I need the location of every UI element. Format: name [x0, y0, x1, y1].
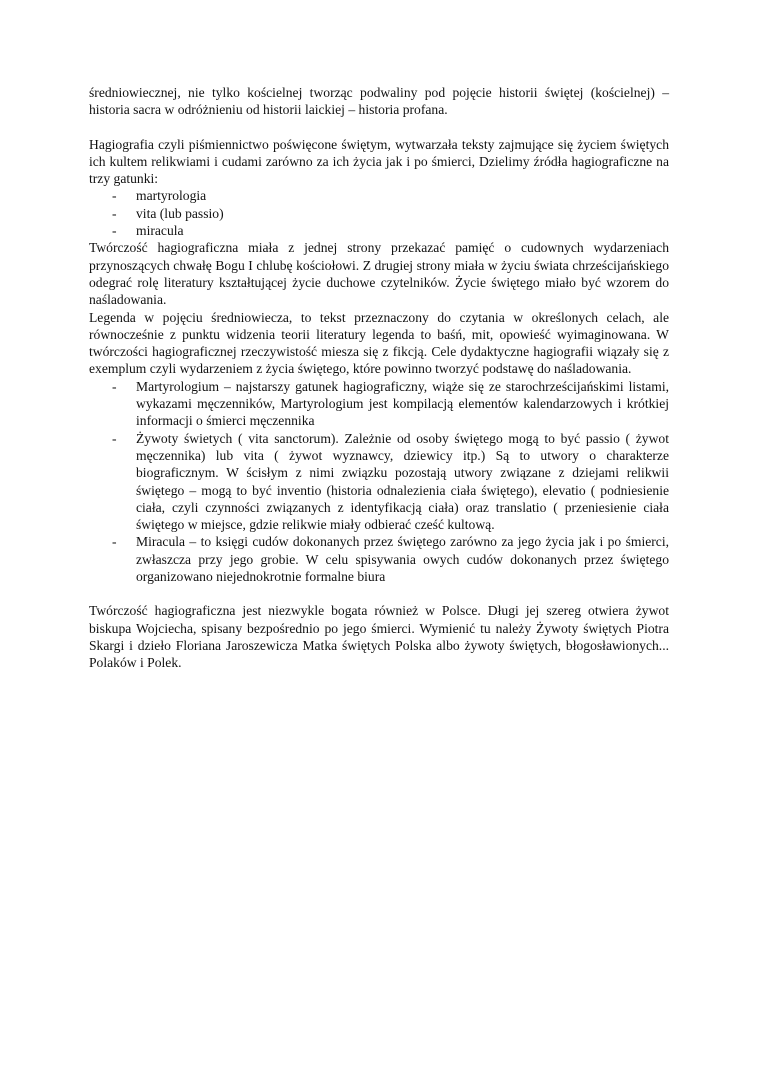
genre-list: [89, 187, 669, 239]
definition-text: Żywoty świetych ( vita sanctorum). Zależnie od osoby świętego mogą to być passio ( żywot męczennika) lub vita ( żywot wyznawcy, dziewicy itp.) Są to utwory o charakterze biograficznym. W ścisłym z nimi związku pozostają utwory związane z dziejami relikwii świętego – mogą to być inventio (historia odnalezienia ciała świętego), elevatio ( podniesienie ciała, czyli czynności związanych z identyfikacją ciała) oraz translatio ( przeniesienie ciała świętego w miejsce, gdzie relikwie miały odbierać cześć kultową.: [136, 430, 669, 533]
list-dash: -: [112, 534, 117, 550]
definition-item-miracula: [89, 533, 669, 585]
list-dash: -: [112, 378, 117, 394]
legend-paragraph: Legenda w pojęciu średniowiecza, to tekst przeznaczony do czytania w określonych celach, ale równocześnie z punktu widzenia teorii literatury legenda to baśń, mit, opowieść wyimaginowana. W twórczości hagiograficznej rzeczywistość miesza się z fikcją. Cele dydaktyczne hagiografii wiązały się z exemplum czyli wydarzeniem z życia świętego, które powinno tworzyć podstawę do naśladowania.: [89, 309, 669, 377]
definition-text: Martyrologium – najstarszy gatunek hagiograficzny, wiąże się ze starochrześcijańskimi listami, wykazami męczenników, Martyrologium jest kompilacją elementów kalendarzowych i krótkiej informacji o śmierci męczennika: [136, 378, 669, 429]
hagiography-definition-paragraph: Hagiografia czyli piśmiennictwo poświęcone świętym, wytwarzała teksty zajmujące się życiem świętych ich kultem relikwiami i cudami zarówno za ich życia jak i po śmierci, Dzielimy źródła hagiograficzne na trzy gatunki:: [89, 136, 669, 187]
genre-item-miracula: [89, 222, 669, 239]
paragraph-gap: [89, 119, 669, 136]
paragraph-gap: [89, 585, 669, 602]
intro-paragraph: średniowiecznej, nie tylko kościelnej tworząc podwaliny pod pojęcie historii świętej (kościelnej) – historia sacra w odróżnieniu od historii laickiej – historia profana.: [89, 85, 669, 118]
genre-item-martyrologia: [89, 187, 669, 204]
genre-item-vita: [89, 205, 669, 222]
definition-text: Miracula – to księgi cudów dokonanych przez świętego zarówno za jego życia jak i po śmierci, zwłaszcza przy jego grobie. W celu spisywania owych cudów dokonanych przez świętego organizowano niejednokrotnie formalne biura: [136, 534, 669, 585]
genre-label: miracula: [136, 223, 184, 239]
purpose-paragraph: Twórczość hagiograficzna miała z jednej strony przekazać pamięć o cudownych wydarzeniach przynoszących chwałę Bogu I chlubę kościołowi. Z drugiej strony miała w życiu świata chrześcijańskiego odegrać rolę literatury kształtującej życie duchowe czytelników. Życie świętego miało być wzorem do naśladowania.: [89, 240, 669, 308]
list-dash: -: [112, 188, 117, 204]
definition-list: [89, 378, 669, 586]
genre-label: martyrologia: [136, 188, 207, 204]
list-dash: -: [112, 430, 117, 446]
definition-item-zywoty: [89, 430, 669, 534]
genre-label: vita (lub passio): [136, 205, 224, 221]
list-dash: -: [112, 205, 117, 221]
poland-paragraph: Twórczość hagiograficzna jest niezwykle bogata również w Polsce. Długi jej szereg otwiera żywot biskupa Wojciecha, spisany bezpośrednio po jego śmierci. Wymienić tu należy Żywoty świętych Piotra Skargi i dzieło Floriana Jaroszewicza Matka świętych Polska albo żywoty świętych, błogosławionych... Polaków i Polek.: [89, 603, 669, 671]
definition-item-martyrologium: [89, 378, 669, 430]
document-page: [89, 84, 669, 672]
list-dash: -: [112, 223, 117, 239]
